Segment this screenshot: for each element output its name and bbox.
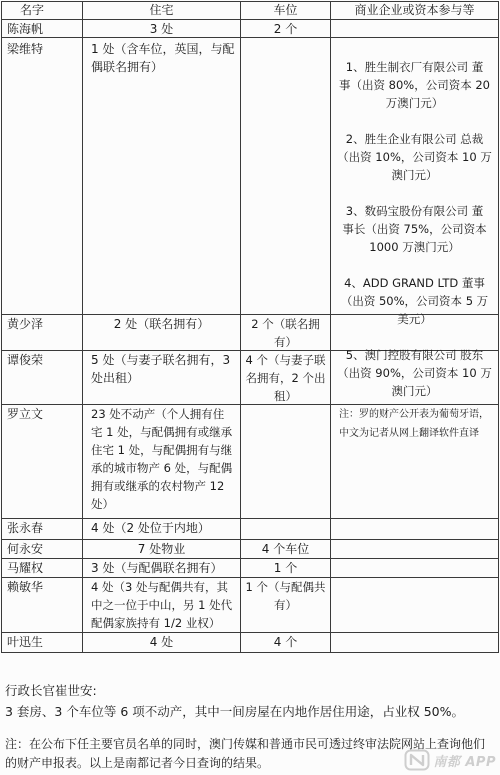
name-cell: 陈海帆: [2, 20, 83, 37]
name-cell: 黄少泽: [2, 315, 83, 350]
header-parking: 车位: [241, 2, 331, 19]
housing-cell: 23 处不动产（个人拥有住 宅 1 处，与配偶拥有或继承 住宅 1 处，与配偶拥有与继 承的城市物产 6 处，与配偶 拥有或继承的农村物产 12 处）: [83, 405, 241, 518]
asset-declaration-table: [1, 1, 499, 653]
housing-cell: 2 处（联名拥有）: [83, 315, 241, 350]
table-header-row: [2, 2, 498, 20]
business-cell: [331, 559, 498, 577]
housing-cell: 4 处（2 处位于内地）: [83, 519, 241, 539]
housing-cell: 7 处物业: [83, 540, 241, 558]
parking-cell: 4 个: [241, 633, 331, 652]
name-cell: 赖敏华: [2, 578, 83, 632]
table-row: [2, 405, 498, 519]
watermark: [404, 748, 496, 772]
name-cell: 梁维特: [2, 38, 83, 314]
header-housing: 住宅: [83, 2, 241, 19]
name-cell: 叶迅生: [2, 633, 83, 652]
name-cell: 张永春: [2, 519, 83, 539]
table-row: [2, 633, 498, 652]
name-cell: 何永安: [2, 540, 83, 558]
table-row: [2, 559, 498, 578]
watermark-text: 南都 APP: [433, 754, 496, 770]
parking-cell: 2 个（联名拥 有）: [241, 315, 331, 350]
name-cell: 马耀权: [2, 559, 83, 577]
table-row: [2, 578, 498, 633]
business-cell: [331, 633, 498, 652]
business-item: 3、数码宝股份有限公司 董 事长（出资 75%，公司资本 1000 万澳门元）: [342, 204, 487, 254]
table-row: [2, 20, 498, 38]
business-item: 4、ADD GRAND LTD 董事 （出资 50%，公司资本 5 万 美元）: [340, 276, 489, 326]
parking-cell: [241, 405, 331, 518]
business-item: 2、胜生企业有限公司 总裁 （出资 10%，公司资本 10 万 澳门元）: [337, 132, 492, 182]
housing-cell: 5 处（与妻子联名拥有，3 处出租）: [83, 351, 241, 404]
parking-cell: 2 个: [241, 20, 331, 37]
parking-cell: [241, 519, 331, 539]
business-item: 1、胜生制衣厂有限公司 董 事（出资 80%，公司资本 20 万澳门元）: [338, 60, 490, 110]
chief-executive-text: 3 套房、3 个车位等 6 项不动产，其中一间房屋在内地作居住用途，占业权 50%。: [5, 704, 465, 719]
business-cell: [331, 351, 498, 404]
business-item: 5、澳门控股有限公司 股东 （出资 90%，公司资本 10 万 澳门元）: [337, 348, 492, 398]
table-row: [2, 315, 498, 351]
parking-cell: 1 个（与配偶共 有）: [241, 578, 331, 632]
parking-cell: 4 个车位: [241, 540, 331, 558]
table-row: [2, 519, 498, 540]
business-cell: [331, 20, 498, 37]
nandu-logo-icon: [404, 749, 430, 771]
business-cell: [331, 38, 498, 398]
name-cell: 谭俊荣: [2, 351, 83, 404]
housing-cell: 3 处（与配偶联名拥有）: [83, 559, 241, 577]
parking-cell: 1 个: [241, 559, 331, 577]
housing-cell: 3 处: [83, 20, 241, 37]
table-row: [2, 540, 498, 559]
business-cell: [331, 578, 498, 632]
housing-cell: 4 处: [83, 633, 241, 652]
business-note: 注：罗的财产公开表为葡萄牙语， 中文为记者从网上翻译软件直译: [339, 409, 489, 439]
header-business: 商业企业或资本参与等: [354, 3, 475, 17]
header-name: 名字: [2, 2, 83, 19]
business-cell: [331, 519, 498, 539]
business-cell: [331, 540, 498, 558]
name-cell: 罗立文: [2, 405, 83, 518]
housing-cell: 4 处（3 处与配偶共有，其 中之一位于中山，另 1 处代 配偶家族持有 1/2 业权）: [83, 578, 241, 632]
parking-cell: 4 个（与妻子联 名拥有，2 个出 租）: [241, 351, 331, 404]
chief-executive-label: 行政长官崔世安:: [5, 683, 97, 698]
housing-cell: 1 处（含车位，英国，与配 偶联名拥有）: [83, 38, 241, 314]
table-row: [2, 351, 498, 405]
footnote: 注：在公布下任主要官员名单的同时，澳门传媒和普通市民可透过终审法院网站上查询他们 的财产申报表。以上是南都记者今日查询的结果。: [5, 737, 486, 770]
business-cell: [331, 315, 498, 350]
parking-cell: [241, 38, 331, 314]
